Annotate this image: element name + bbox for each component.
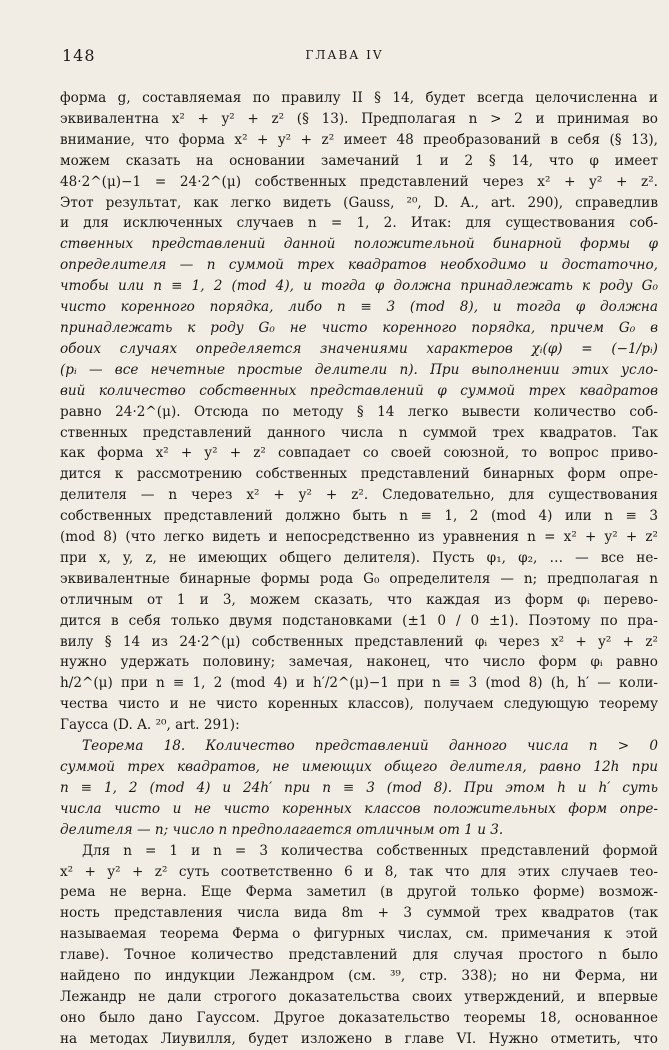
text-line: отличным от 1 и 3, можем сказать, что каждая из форм φᵢ перево- (60, 591, 658, 608)
text-line: (mod 8) (что легко видеть и непосредственно из уравнения n = x² + y² + z² (60, 529, 658, 546)
text-line: Этот результат, как легко видеть (Gauss, ²⁰, D. A., art. 290), справедлив (60, 194, 658, 211)
text-line: Для n = 1 и n = 3 количества собственных представлений формой (82, 842, 658, 859)
text-line: ственных представлений данной положительной бинарной формы φ (60, 236, 658, 253)
text-line: найдено по индукции Лежандром (см. ³⁹, стр. 338); но ни Ферма, ни (60, 968, 658, 985)
text-line: как форма x² + y² + z² совпадает со своей союзной, то вопрос приво- (60, 445, 658, 462)
text-line: можем сказать на основании замечаний 1 и 2 § 14, что φ имеет (60, 152, 658, 169)
text-line: рема не верна. Еще Ферма заметил (в другой только форме) возмож- (60, 884, 658, 901)
text-line: принадлежать к роду G₀ не чисто коренного порядка, причем G₀ в (60, 319, 658, 336)
text-line: чисто коренного порядка, либо n ≡ 3 (mod 8), и тогда φ должна (60, 299, 658, 316)
text-line: Гаусса (D. A. ²⁰, art. 291): (60, 717, 240, 734)
text-line: эквивалентна x² + y² + z² (§ 13). Предполагая n > 2 и принимая во (60, 110, 658, 127)
text-line: чества чисто и не чисто коренных классов), получаем следующую теорему (60, 696, 658, 713)
theorem-line: делителя — n; число n предполагается отличным от 1 и 3. (60, 821, 504, 838)
theorem-line: Теорема 18. Количество представлений данного числа n > 0 (82, 738, 658, 755)
text-line: дится в себя только двумя подстановками (±1 0 / 0 ±1). Поэтому по пра- (60, 612, 658, 629)
page-header (62, 46, 627, 66)
text-line: форма g, составляемая по правилу II § 14, будет всегда целочисленна и (60, 90, 658, 106)
running-head: ГЛАВА IV (305, 48, 384, 62)
body-text (60, 88, 658, 1050)
text-line: оно было дано Гауссом. Другое доказательство теоремы 18, основанное (60, 1009, 658, 1026)
text-line: называемая теорема Ферма о фигурных числах, см. примечания к этой (60, 926, 658, 943)
text-line: эквивалентные бинарные формы рода G₀ определителя — n; предполагая n (60, 570, 658, 587)
text-line: собственных представлений должно быть n ≡ 1, 2 (mod 4) или n ≡ 3 (60, 508, 658, 525)
theorem-line: суммой трех квадратов, не имеющих общего делителя, равно 12h при (60, 759, 658, 775)
text-line: ственных представлений данного числа n суммой трех квадратов. Так (60, 424, 658, 441)
theorem-line: n ≡ 1, 2 (mod 4) и 24h′ при n ≡ 3 (mod 8). При этом h и h′ суть (60, 779, 658, 796)
text-line: нужно удержать половину; замечая, наконец, что число форм φᵢ равно (60, 654, 658, 671)
text-line: дится к рассмотрению собственных представлений бинарных форм опре- (60, 466, 658, 483)
text-line: равно 24·2^(μ). Отсюда по методу § 14 легко вывести количество соб- (60, 403, 658, 420)
text-line: (pᵢ — все нечетные простые делители n). При выполнении этих усло- (60, 361, 658, 378)
text-line: h/2^(μ) при n ≡ 1, 2 (mod 4) и h′/2^(μ)−1 при n ≡ 3 (mod 8) (h, h′ — коли- (60, 675, 658, 692)
text-line: ность представления числа вида 8m + 3 суммой трех квадратов (так (60, 905, 658, 922)
text-line: определителя — n суммой трех квадратов необходимо и достаточно, (60, 257, 658, 274)
text-line: при x, y, z, не имеющих общего делителя). Пусть φ₁, φ₂, … — все не- (60, 549, 658, 566)
text-line: обоих случаях определяется значениями характеров χᵢ(φ) = (−1/pᵢ) (60, 340, 658, 357)
text-line: на методах Лиувилля, будет изложено в главе VI. Нужно отметить, что (60, 1030, 658, 1047)
text-line: вий количество собственных представлений φ суммой трех квадратов (60, 382, 658, 399)
text-line: делителя — n через x² + y² + z². Следовательно, для существования (60, 487, 658, 504)
page-number: 148 (62, 46, 96, 65)
text-line: 48·2^(μ)−1 = 24·2^(μ) собственных представлений через x² + y² + z². (60, 173, 658, 190)
text-line: чтобы или n ≡ 1, 2 (mod 4), и тогда φ должна принадлежать к роду G₀ (60, 278, 658, 295)
text-line: и для исключенных случаев n = 1, 2. Итак: для существования соб- (60, 215, 658, 232)
theorem-line: числа чисто и не чисто коренных классов положительных форм опре- (60, 800, 658, 817)
text-line: главе). Точное количество представлений для случая простого n было (60, 947, 658, 964)
text-line: x² + y² + z² суть соответственно 6 и 8, так что для этих случаев тео- (60, 863, 658, 880)
text-line: Лежандр не дали строгого доказательства своих утверждений, и впервые (60, 988, 658, 1005)
text-line: вилу § 14 из 24·2^(μ) собственных представлений φᵢ через x² + y² + z² (60, 633, 658, 650)
text-line: внимание, что форма x² + y² + z² имеет 48 преобразований в себя (§ 13), (60, 131, 658, 148)
